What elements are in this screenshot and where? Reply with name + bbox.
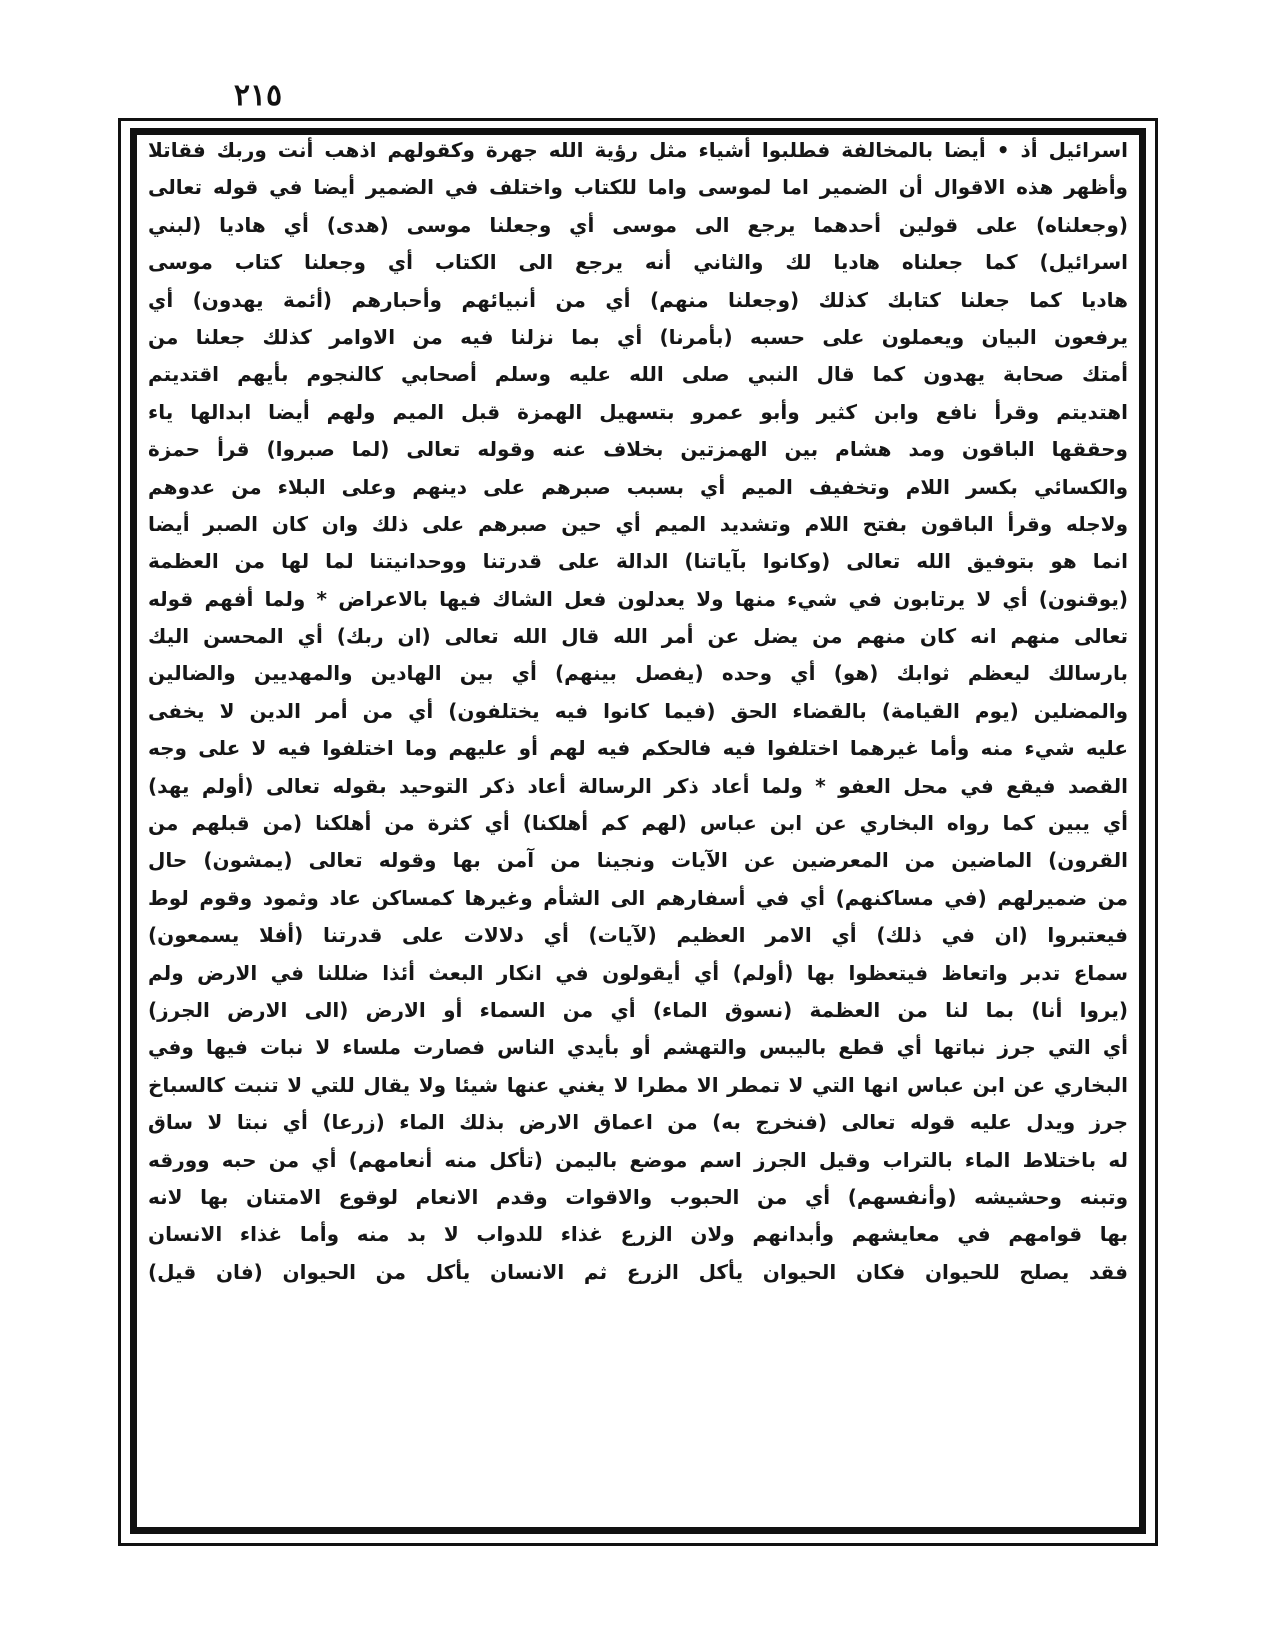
text-line: والمضلين (يوم القيامة) بالقضاء الحق (فيما كانوا فيه يختلفون) أي من أمر الدين لا يخفى <box>148 698 1128 723</box>
text-line: وحققها الباقون ومد هشام بين الهمزتين بخلاف عنه وقوله تعالى (لما صبروا) قرأ حمزة <box>148 437 1128 462</box>
text-line: سماع تدبر واتعاظ فيتعظوا بها (أولم) أي أيقولون في انكار البعث أئذا ضللنا في الارض ولم <box>148 960 1128 985</box>
text-line: تعالى منهم انه كان منهم من يضل عن أمر الله قال الله تعالى (ان ربك) أي المحسن اليك <box>148 624 1128 649</box>
text-line: القرون) الماضين من المعرضين عن الآيات ونجينا من آمن بها وقوله تعالى (يمشون) حال <box>148 848 1128 873</box>
page-number: ٢١٥ <box>233 78 283 113</box>
text-line: جرز ويدل عليه قوله تعالى (فنخرج به) من اعماق الارض بذلك الماء (زرعا) أي نبتا لا ساق <box>148 1110 1128 1135</box>
text-line: عليه شيء منه وأما غيرهما اختلفوا فيه فالحكم فيه لهم أو عليهم وما اختلفوا فيه لا على وجه <box>148 736 1128 761</box>
text-line: فقد يصلح للحيوان فكان الحيوان يأكل الزرع ثم الانسان يأكل من الحيوان (فان قيل) <box>148 1259 1128 1284</box>
text-line: وأظهر هذه الاقوال أن الضمير اما لموسى واما للكتاب واختلف في الضمير أيضا في قوله تعالى <box>148 175 1128 200</box>
text-line: (يوقنون) أي لا يرتابون في شيء منها ولا يعدلون فعل الشاك فيها بالاعراض * ولما أفهم قوله <box>148 586 1128 611</box>
text-line: بها قوامهم في معايشهم وأبدانهم ولان الزرع غذاء للدواب لا بد منه وأما غذاء الانسان <box>148 1222 1128 1247</box>
text-line: بارسالك ليعظم ثوابك (هو) أي وحده (يفصل بينهم) أي بين الهادين والمهديين والضالين <box>148 661 1128 686</box>
text-line: أي التي جرز نباتها أي قطع باليبس والتهشم أو بأيدي الناس فصارت ملساء لا نبات فيها وفي <box>148 1035 1128 1060</box>
text-line: البخاري عن ابن عباس انها التي لا تمطر الا مطرا لا يغني عنها شيئا ولا يقال للتي لا تنبت كالسباخ <box>148 1072 1128 1097</box>
text-line: له باختلاط الماء بالتراب وقيل الجرز اسم موضع باليمن (تأكل منه أنعامهم) أي من حبه وورقه <box>148 1147 1128 1172</box>
text-line: اسرائيل) كما جعلناه هاديا لك والثاني أنه يرجع الى الكتاب أي وجعلنا كتاب موسى <box>148 250 1128 275</box>
text-line: يرفعون البيان ويعملون على حسبه (بأمرنا) أي بما نزلنا فيه من الاوامر كذلك جعلنا من <box>148 324 1128 349</box>
text-line: اسرائيل أذ • أيضا بالمخالفة فطلبوا أشياء مثل رؤية الله جهرة وكقولهم اذهب أنت وربك فقاتلا <box>148 138 1128 162</box>
text-line: وتبنه وحشيشه (وأنفسهم) أي من الحبوب والاقوات وقدم الانعام لوقوع الامتنان بها لانه <box>148 1184 1128 1209</box>
text-line: ولاجله وقرأ الباقون بفتح اللام وتشديد الميم أي حين صبرهم على ذلك وان كان الصبر أيضا <box>148 511 1128 536</box>
text-block <box>148 132 1128 1524</box>
text-line: اهتديتم وقرأ نافع وابن كثير وأبو عمرو بتسهيل الهمزة قبل الميم ولهم أيضا ابدالها ياء <box>148 399 1128 424</box>
text-line: فيعتبروا (ان في ذلك) أي الامر العظيم (لآيات) أي دلالات على قدرتنا (أفلا يسمعون) <box>148 923 1128 948</box>
text-line: أي يبين كما رواه البخاري عن ابن عباس (لهم كم أهلكنا) أي كثرة من أهلكنا (من قبلهم من <box>148 811 1128 836</box>
text-line: انما هو بتوفيق الله تعالى (وكانوا بآياتنا) الدالة على قدرتنا ووحدانيتنا لما لها من العظمة <box>148 549 1128 574</box>
text-line: أمتك صحابة يهدون كما قال النبي صلى الله عليه وسلم أصحابي كالنجوم بأيهم اقتديتم <box>148 362 1128 387</box>
text-line: والكسائي بكسر اللام وتخفيف الميم أي بسبب صبرهم على دينهم وعلى البلاء من عدوهم <box>148 474 1128 499</box>
text-line: القصد فيقع في محل العفو * ولما أعاد ذكر الرسالة أعاد ذكر التوحيد بقوله تعالى (أولم يهد) <box>148 773 1128 798</box>
text-line: (يروا أنا) بما لنا من العظمة (نسوق الماء) أي من السماء أو الارض (الى الارض الجرز) <box>148 997 1128 1022</box>
text-line: من ضميرلهم (في مساكنهم) أي في أسفارهم الى الشأم وغيرها كمساكن عاد وثمود وقوم لوط <box>148 885 1128 910</box>
text-line: (وجعلناه) على قولين أحدهما يرجع الى موسى أي وجعلنا موسى (هدى) أي هاديا (لبني <box>148 212 1128 237</box>
text-line: هاديا كما جعلنا كتابك كذلك (وجعلنا منهم) أي من أنبيائهم وأحبارهم (أئمة يهدون) أي <box>148 287 1128 312</box>
